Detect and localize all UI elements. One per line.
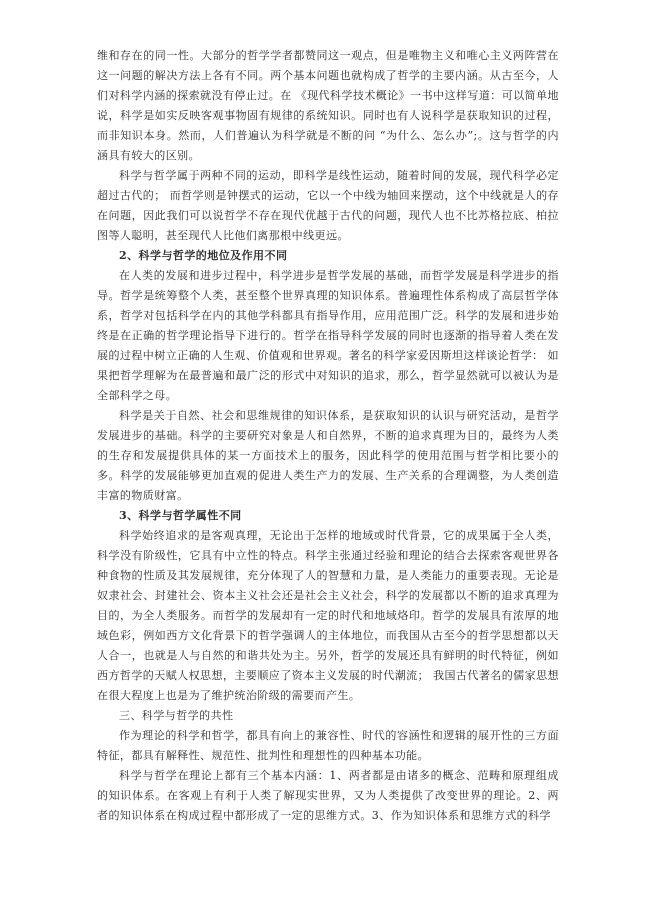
paragraph-1: 维和存在的同一性。大部分的哲学学者都赞同这一观点，但是唯物主义和唯心主义两阵营在这一问题的解决方法上各有不同。两个基本问题也就构成了哲学的主要内涵。从古至今，人们对科学内涵的探索就没有停止过。在 《现代科学技术概论》一书中这样写道：可以简单地说，科学是如实反映客观事物固有规律的系统知识。同时也有人说科学是获取知识的过程，而非知识本身。然而，人们普遍认为科学就是不断的问 “为什么、怎么办”;。这与哲学的内涵具有较大的区别。 bbox=[97, 49, 559, 162]
section-heading-2: 2、科学与哲学的地位及作用不同 bbox=[119, 249, 288, 262]
section-heading-common: 三、科学与哲学的共性 bbox=[119, 709, 234, 722]
section-heading-3: 3、科学与哲学属性不同 bbox=[119, 509, 242, 522]
paragraph-7: 科学与哲学在理论上都有三个基本内涵：1、两者都是由诸多的概念、范畴和原理组成的知识体系。在客观上有利于人类了解现实世界，又为人类提供了改变世界的理论。2、两者的知识体系在构成过程中都形成了一定的思维方式。3、作为知识体系和思维方式的科学 bbox=[97, 769, 559, 822]
paragraph-4: 科学是关于自然、社会和思维规律的知识体系，是获取知识的认识与研究活动，是哲学发展进步的基础。科学的主要研究对象是人和自然界，不断的追求真理为目的，最终为人类的生存和发展提供具体的某一方面技术上的服务，因此科学的使用范围与哲学相比要小的多。科学的发展能够更加直观的促进人类生产力的发展、生产关系的合理调整，为人类创造丰富的物质财富。 bbox=[97, 409, 559, 502]
paragraph-3: 在人类的发展和进步过程中，科学进步是哲学发展的基础，而哲学发展是科学进步的指导。哲学是统筹整个人类，甚至整个世界真理的知识体系。普遍理性体系构成了高层哲学体系，哲学对包括科学在内的其他学科都具有指导作用，应用范围广泛。科学的发展和进步始终是在正确的哲学理论指导下进行的。哲学在指导科学发展的同时也逐渐的指导着人类在发展的过程中树立正确的人生观、价值观和世界观。著名的科学家爱因斯坦这样谈论哲学： 如果把哲学理解为在最普遍和最广泛的形式中对知识的追求，那么，哲学显然就可以被认为是全部科学之母。 bbox=[97, 269, 559, 402]
paragraph-6: 作为理论的科学和哲学，都具有向上的兼容性、时代的容涵性和逻辑的展开性的三方面特征，都具有解释性、规范性、批判性和理想性的四种基本功能。 bbox=[97, 729, 559, 762]
paragraph-2: 科学与哲学属于两种不同的运动，即科学是线性运动，随着时间的发展，现代科学必定超过古代的； 而哲学则是钟摆式的运动，它以一个中线为轴回来摆动，这个中线就是人的存在问题，因此我们可以说哲学不存在现代优越于古代的问题，现代人也不比苏格拉底、柏拉图等人聪明，甚至现代人比他们离那根中线更远。 bbox=[97, 169, 559, 242]
paragraph-5: 科学始终追求的是客观真理，无论出于怎样的地域或时代背景，它的成果属于全人类，科学没有阶级性，它具有中立性的特点。科学主张通过经验和理论的结合去探索客观世界各种食物的性质及其发展规律，充分体现了人的智慧和力量，是人类能力的重要表现。无论是奴隶社会、封建社会、资本主义社会还是社会主义社会，科学的发展都以不断的追求真理为目的，为全人类服务。而哲学的发展却有一定的时代和地域烙印。哲学的发展具有浓厚的地域色彩，例如西方文化背景下的哲学强调人的主体地位，而我国从古至今的哲学思想都以天人合一，也就是人与自然的和谐共处为主。另外，哲学的发展还具有鲜明的时代特征，例如西方哲学的天赋人权思想，主要顺应了资本主义发展的时代潮流； 我国古代著名的儒家思想在很大程度上也是为了维护统治阶级的需要而产生。 bbox=[97, 529, 559, 702]
